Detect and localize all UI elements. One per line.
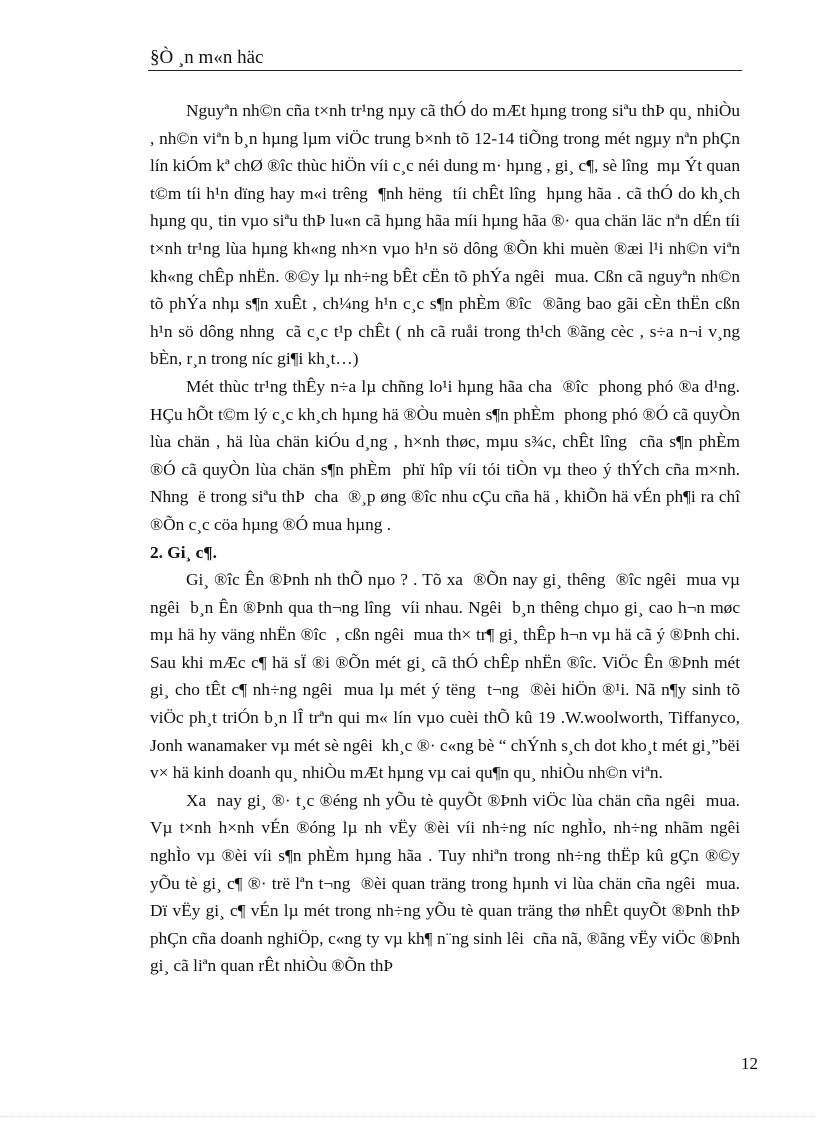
paragraph-price-factor: Xa nay gi¸ ®· t¸c ®éng nh yÕu tè quyÕt ®Þnh viÖc lùa chän cña ngêi mua. Vµ t×nh h×nh vÉn ®óng lµ nh vËy ®èi víi nh÷ng níc nghÌo, nh÷ng nhãm ngêi nghÌo vµ ®èi víi s¶n phÈm hµng hãa . Tuy nhiªn trong nh÷ng thËp kû gÇn ®©y yÕu tè gi¸ c¶ ®· trë lªn t¬ng ®èi quan träng trong hµnh vi lùa chän cña ngêi mua. Dï vËy gi¸ c¶ vÉn lµ mét trong nh÷ng yÕu tè quan träng thø nhÊt quyÕt ®Þnh thÞ phÇn cña doanh nghiÖp, c«ng ty vµ kh¶ n¨ng sinh lêi cña nã, ®ãng vËy viÖc ®Þnh gi¸ cã liªn quan rÊt nhiÒu ®Õn thÞ — [150, 790, 749, 976]
paragraph-price-setting: Gi¸ ®îc Ên ®Þnh nh thÕ nµo ? . Tõ xa ®Õn nay gi¸ thêng ®îc ngêi mua vµ ngêi b¸n Ên ®Þnh qua th¬ng lîng víi nhau. Ngêi b¸n thêng chµo gi¸ cao h¬n møc mµ hä hy väng nhËn ®îc , cßn ngêi mua th× tr¶ gi¸ thÊp h¬n vµ hä cã ý ®Þnh chi. Sau khi mÆc c¶ hä sÏ ®i ®Õn mét gi¸ cã thÓ chÊp nhËn ®îc. ViÖc Ên ®Þnh mét gi¸ cho tÊt c¶ nh÷ng ngêi mua lµ mét ý tëng t¬ng ®èi hiÖn ®¹i. Nã n¶y sinh tõ viÖc ph¸t triÓn b¸n lÎ trªn qui m« lín vµo cuèi thÕ kû 19 .W.woolworth, Tiffanyco, Jonh wanamaker vµ mét sè ngêi kh¸c ®· c«ng bè “ chÝnh s¸ch dot kho¸t mét gi¸”bëi v× hä kinh doanh qu¸ nhiÒu mÆt hµng vµ cai qu¶n qu¸ nhiÒu nh©n viªn. — [150, 570, 745, 783]
paragraph-product-variety: Mét thùc tr¹ng thÊy n÷a lµ chñng lo¹i hµng hãa cha ®îc phong phó ®a d¹ng. HÇu hÕt t©m lý c¸c kh¸ch hµng hä ®Òu muèn s¶n phÈm phong phó ®Ó cã quyÒn lùa chän , hä lùa chän kiÓu d¸ng , h×nh thøc, mµu s¾c, chÊt lîng cña s¶n phÈm ®Ó cã quyÒn lùa chän s¶n phÈm phï hîp víi tói tiÒn vµ theo ý thÝch cña m×nh. Nhng ë trong siªu thÞ cha ®¸p øng ®îc nhu cÇu cña hä , khiÕn hä vÉn ph¶i ra chî ®Õn c¸c cöa hµng ®Ó mua hµng . — [150, 376, 749, 534]
header-divider — [148, 70, 742, 71]
page-number: 12 — [741, 1054, 758, 1073]
section-heading-price: 2. Gi¸ c¶. — [150, 542, 217, 562]
page-header: §Ò ¸n m«n häc — [150, 47, 264, 68]
document-body — [150, 97, 749, 980]
page-bottom-divider — [0, 1116, 816, 1117]
paragraph-causes: Nguyªn nh©n cña t×nh tr¹ng nµy cã thÓ do mÆt hµng trong siªu thÞ qu¸ nhiÒu , nh©n viªn b¸n hµng lµm viÖc trung b×nh tõ 12-14 tiÕng trong mét ngµy nªn phÇn lín kiÓm kª chØ ®îc thùc hiÖn víi c¸c néi dung m· hµng , gi¸ c¶, sè lîng mµ Ýt quan t©m tíi h¹n dïng hay m«i trêng ¶nh hëng tíi chÊt lîng hµng hãa . cã thÓ do kh¸ch hµng qu¸ tin vµo siªu thÞ lu«n cã hµng hãa míi hµng hãa ®· qua chän läc nªn dÉn tíi t×nh tr¹ng lùa hµng kh«ng nh×n vµo h¹n sö dông ®Õn khi muèn ®æi l¹i nh©n viªn kh«ng chÊp nhËn. ®©y lµ nh÷ng bÊt cËn tõ phÝa ngêi mua. Cßn cã nguyªn nh©n tõ phÝa nhµ s¶n xuÊt , ch¼ng h¹n c¸c s¶n phÈm ®îc ®ãng bao gãi cÈn thËn cßn h¹n sö dông nhng cã c¸c t¹p chÊt ( nh cã ruåi trong th¹ch ®ãng cèc , s÷a n¬i v¸ng bÈn, r¸n trong níc gi¶i kh¸t…) — [150, 101, 745, 369]
